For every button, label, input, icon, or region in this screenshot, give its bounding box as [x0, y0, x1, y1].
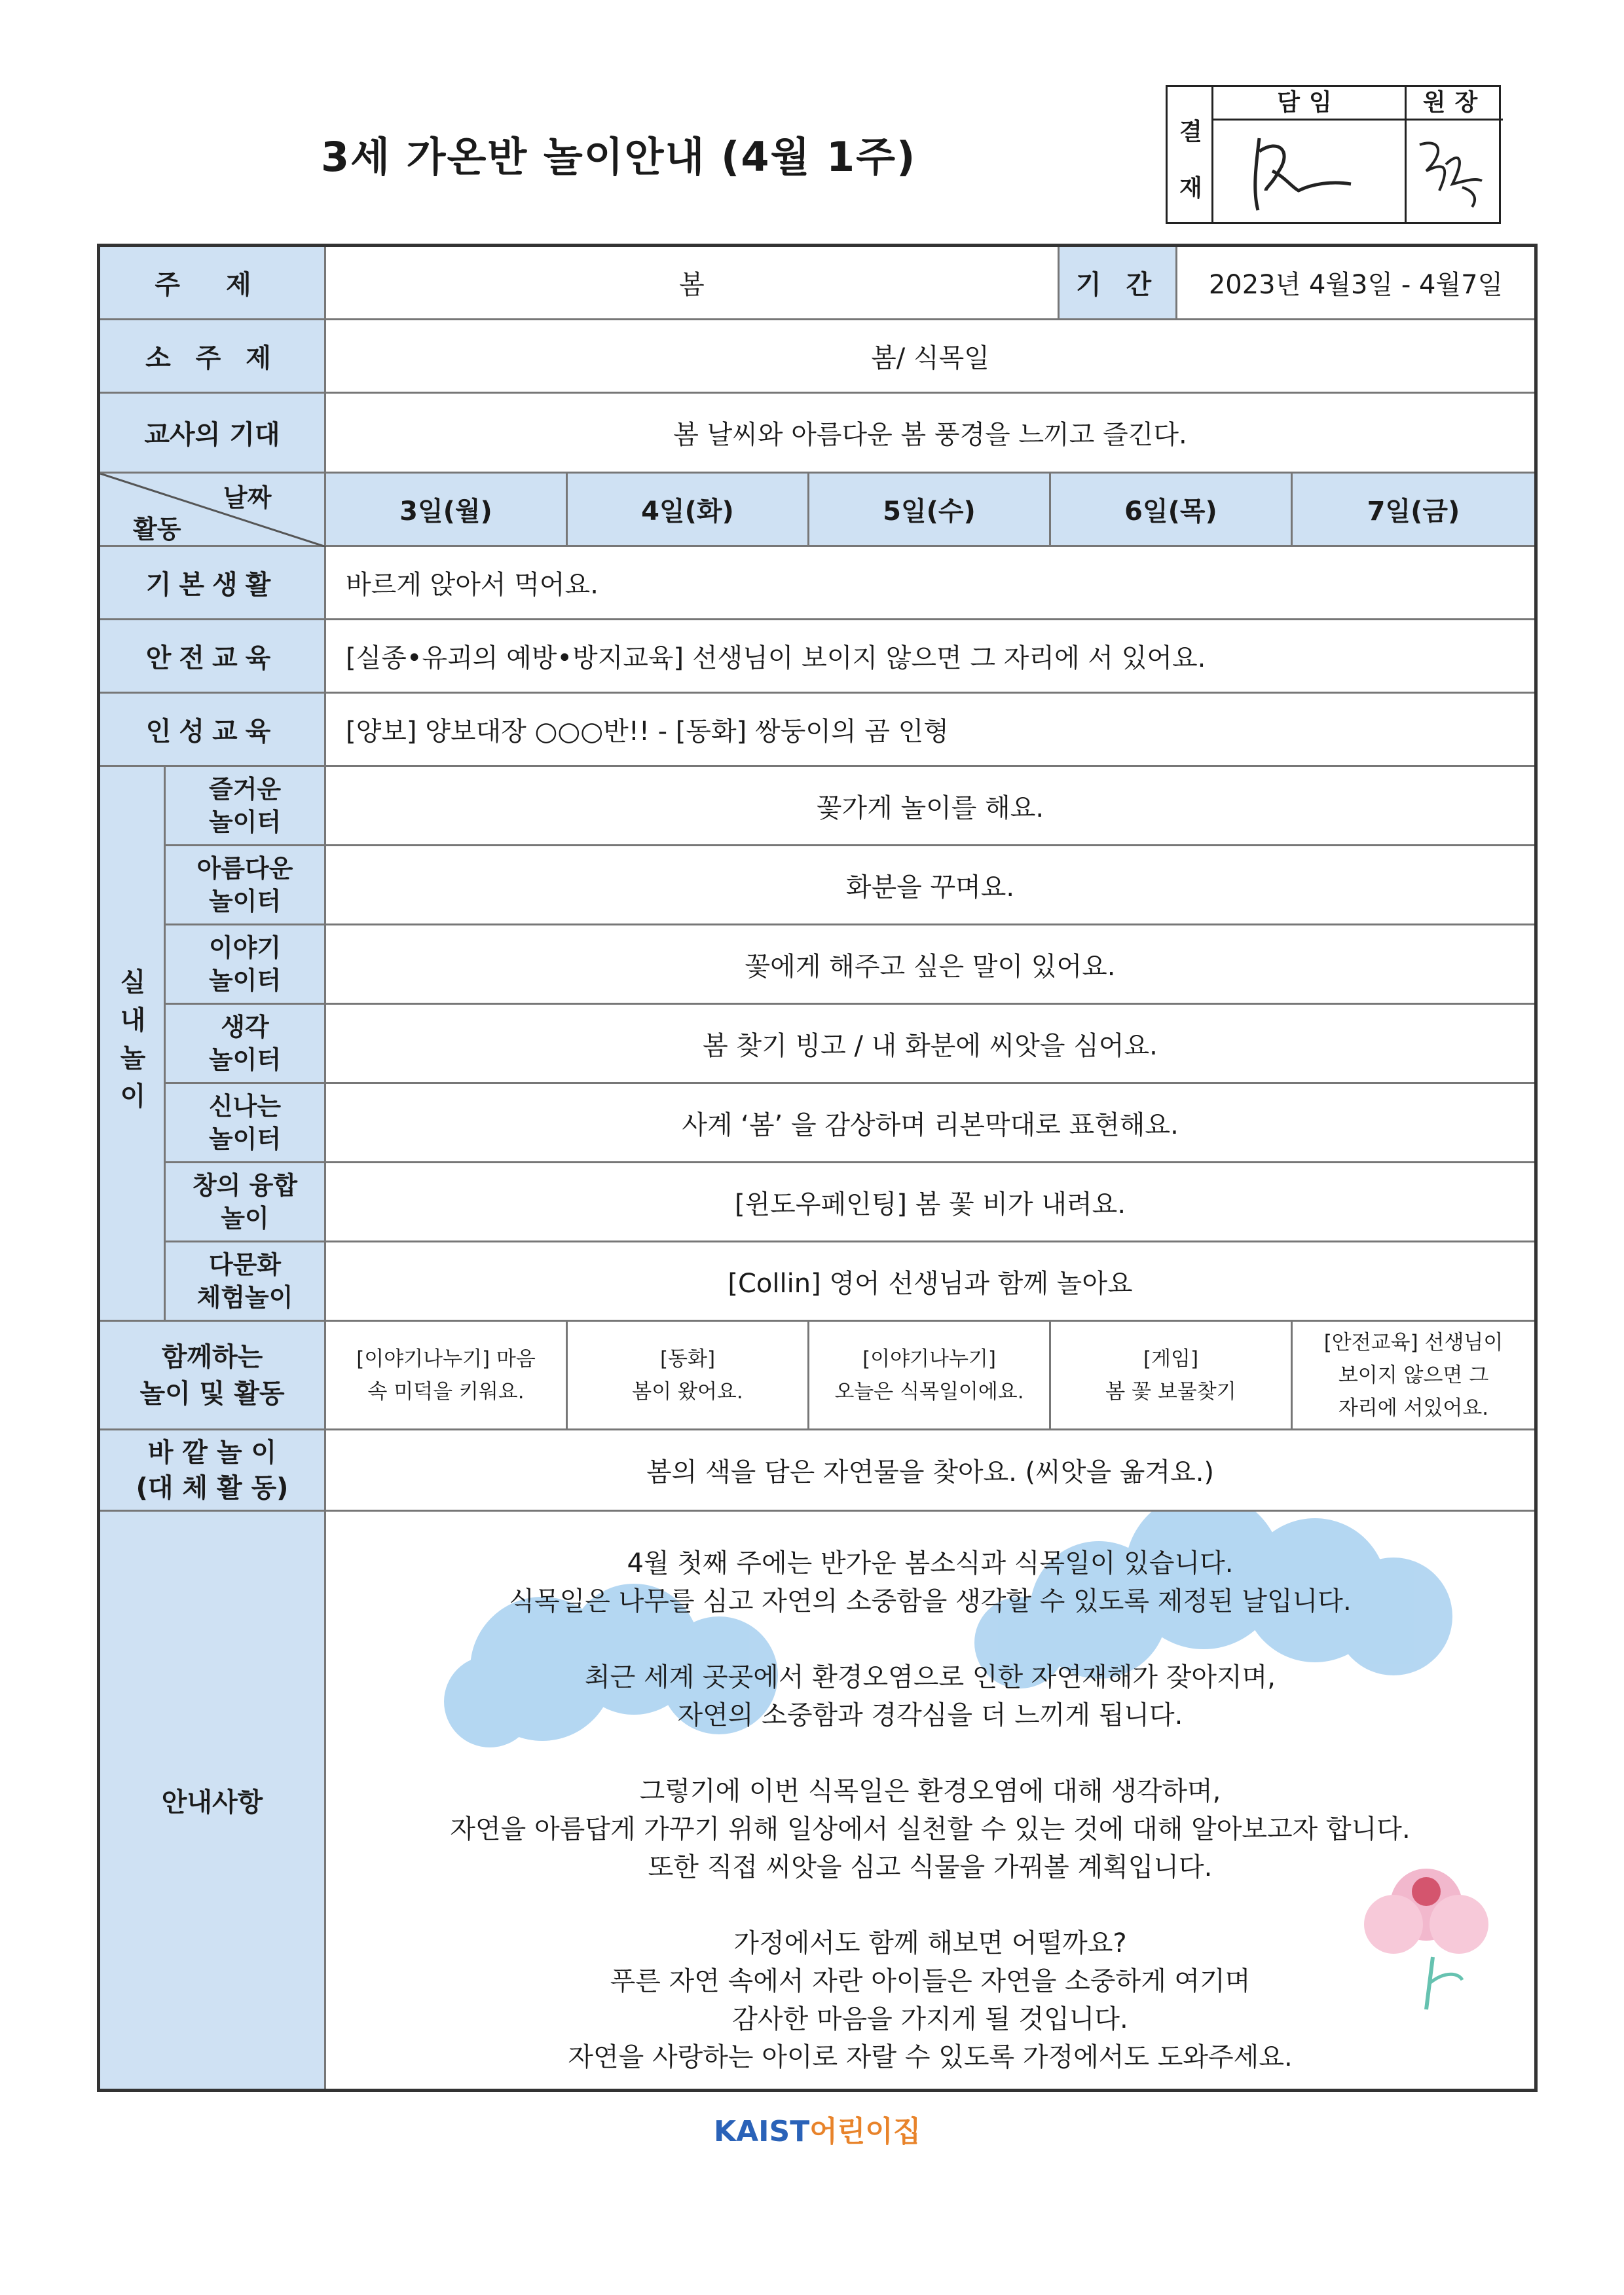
notice-line-1: 4월 첫째 주에는 반가운 봄소식과 식목일이 있습니다. — [627, 1548, 1234, 1578]
notice-body — [326, 1512, 1534, 2089]
notice-label: 안내사항 — [100, 1512, 326, 2089]
page-title: 3세 가온반 놀이안내 (4월 1주) — [321, 133, 917, 181]
approval-teacher-header: 담임 — [1213, 87, 1405, 121]
notice-line-11: 자연을 사랑하는 아이로 자랄 수 있도록 가정에서도 도와주세요. — [568, 2042, 1293, 2072]
indoor-char-2: 내 — [120, 1005, 146, 1036]
period-label: 기 간 — [1060, 247, 1177, 320]
notice-line-5: 그렇기에 이번 식목일은 환경오염에 대해 생각하며, — [639, 1776, 1221, 1806]
indoor-label-2: 아름다운 놀이터 — [166, 846, 326, 925]
activity-label: 활동 — [133, 515, 181, 544]
indoor-label-1: 즐거운 놀이터 — [166, 767, 326, 846]
expect-label: 교사의 기대 — [100, 394, 326, 474]
indoor-group-label — [100, 767, 166, 1322]
approval-label-bottom: 재 — [1179, 175, 1202, 202]
director-signature — [1400, 125, 1492, 217]
basic-value: 바르게 앉아서 먹어요. — [326, 547, 1534, 620]
indoor-value-1: 꽃가게 놀이를 해요. — [326, 767, 1534, 846]
outdoor-value: 봄의 색을 담은 자연물을 찾아요. (씨앗을 옮겨요.) — [326, 1430, 1534, 1512]
period-value: 2023년 4월3일 - 4월7일 — [1177, 247, 1534, 320]
indoor-value-4: 봄 찾기 빙고 / 내 화분에 씨앗을 심어요. — [326, 1005, 1534, 1084]
notice-spacer-1 — [326, 1620, 1534, 1658]
together-label: 함께하는 놀이 및 활동 — [100, 1322, 326, 1430]
notice-line-4: 자연의 소중함과 경각심을 더 느끼게 됩니다. — [677, 1700, 1183, 1730]
approval-teacher — [1213, 87, 1407, 222]
indoor-label-4: 생각 놀이터 — [166, 1005, 326, 1084]
expect-value: 봄 날씨와 아름다운 봄 풍경을 느끼고 즐긴다. — [326, 394, 1534, 474]
date-label: 날짜 — [223, 483, 272, 512]
indoor-value-3: 꽃에게 해주고 싶은 말이 있어요. — [326, 925, 1534, 1005]
approval-director — [1407, 87, 1503, 222]
approval-label — [1168, 87, 1213, 222]
together-fri: [안전교육] 선생님이 보이지 않으면 그 자리에 서있어요. — [1293, 1322, 1534, 1430]
footer-logo — [714, 2108, 921, 2150]
indoor-value-2: 화분을 꾸며요. — [326, 846, 1534, 925]
notice-spacer-2 — [326, 1734, 1534, 1772]
notice-line-2: 식목일은 나무를 심고 자연의 소중함을 생각할 수 있도록 제정된 날입니다. — [509, 1586, 1352, 1616]
safety-value: [실종•유괴의 예방•방지교육] 선생님이 보이지 않으면 그 자리에 서 있어요. — [326, 620, 1534, 694]
schedule-table — [97, 244, 1538, 2092]
approval-label-top: 결 — [1179, 119, 1202, 145]
character-value: [양보] 양보대장 ○○○반!! - [동화] 쌍둥이의 곰 인형 — [326, 694, 1534, 767]
subtheme-value: 봄/ 식목일 — [326, 320, 1534, 394]
date-activity-header — [100, 474, 326, 547]
indoor-value-5: 사계 ‘봄’ 을 감상하며 리본막대로 표현해요. — [326, 1084, 1534, 1163]
character-label: 인성교육 — [100, 694, 326, 767]
footer-brand: KAIST — [714, 2115, 810, 2148]
notice-line-8: 가정에서도 함께 해보면 어떨까요? — [733, 1928, 1127, 1958]
day-tue: 4일(화) — [568, 474, 809, 547]
notice-line-3: 최근 세계 곳곳에서 환경오염으로 인한 자연재해가 잦아지며, — [584, 1662, 1276, 1692]
together-wed: [이야기나누기] 오늘은 식목일이에요. — [809, 1322, 1051, 1430]
theme-label: 주 제 — [100, 247, 326, 320]
indoor-label-5: 신나는 놀이터 — [166, 1084, 326, 1163]
safety-label: 안전교육 — [100, 620, 326, 694]
notice-line-10: 감사한 마음을 가지게 될 것입니다. — [732, 2004, 1128, 2034]
notice-line-7: 또한 직접 씨앗을 심고 식물을 가꿔볼 계획입니다. — [648, 1852, 1213, 1882]
indoor-value-7: [Collin] 영어 선생님과 함께 놀아요 — [326, 1242, 1534, 1322]
indoor-char-3: 놀 — [120, 1043, 146, 1073]
day-wed: 5일(수) — [809, 474, 1051, 547]
notice-spacer-3 — [326, 1886, 1534, 1924]
approval-box — [1166, 85, 1501, 224]
indoor-char-1: 실 — [120, 967, 146, 998]
footer-name: 어린이집 — [809, 2115, 921, 2148]
indoor-label-7: 다문화 체험놀이 — [166, 1242, 326, 1322]
indoor-char-4: 이 — [120, 1081, 146, 1111]
together-tue: [동화] 봄이 왔어요. — [568, 1322, 809, 1430]
subtheme-label: 소 주 제 — [100, 320, 326, 394]
together-mon: [이야기나누기] 마음 속 미덕을 키워요. — [326, 1322, 568, 1430]
notice-text — [326, 1544, 1534, 2076]
day-mon: 3일(월) — [326, 474, 568, 547]
together-thu: [게임] 봄 꽃 보물찾기 — [1051, 1322, 1293, 1430]
notice-line-9: 푸른 자연 속에서 자란 아이들은 자연을 소중하게 여기며 — [610, 1966, 1251, 1996]
day-thu: 6일(목) — [1051, 474, 1293, 547]
indoor-label-6: 창의 융합 놀이 — [166, 1163, 326, 1242]
approval-director-header: 원장 — [1407, 87, 1503, 121]
indoor-label-3: 이야기 놀이터 — [166, 925, 326, 1005]
notice-line-6: 자연을 아름답게 가꾸기 위해 일상에서 실천할 수 있는 것에 대해 알아보고자 합니다. — [450, 1814, 1411, 1844]
theme-value: 봄 — [326, 247, 1060, 320]
indoor-value-6: [윈도우페인팅] 봄 꽃 비가 내려요. — [326, 1163, 1534, 1242]
basic-label: 기본생활 — [100, 547, 326, 620]
outdoor-label: 바 깥 놀 이 (대 체 활 동) — [100, 1430, 326, 1512]
teacher-signature — [1220, 125, 1397, 217]
day-fri: 7일(금) — [1293, 474, 1534, 547]
